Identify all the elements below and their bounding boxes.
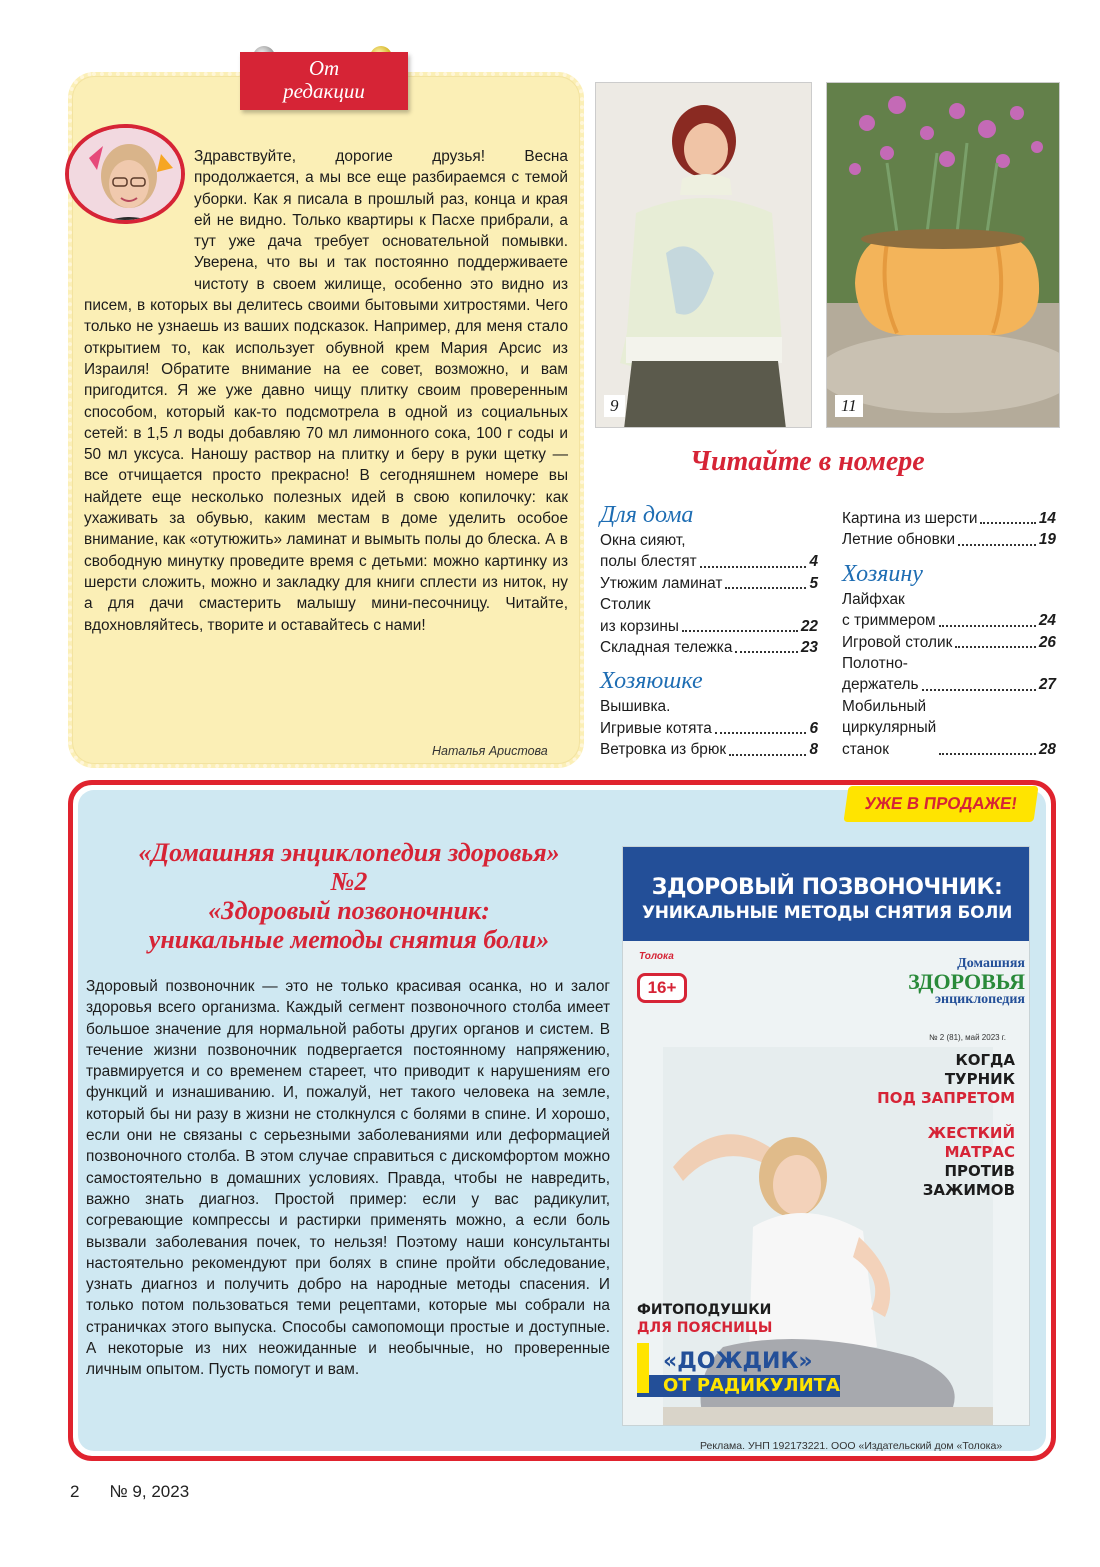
toc-leader [939,625,1036,627]
photo-woman-number: 9 [604,395,625,417]
toc-item-text: Мобильный циркулярный станок [842,697,937,758]
toc-item[interactable] [600,637,818,658]
cover-logo-line-3: энциклопедия [935,992,1025,1007]
toc-item-page: 8 [809,741,818,759]
cover-bottom-2: ДЛЯ ПОЯСНИЦЫ [637,1320,773,1336]
cover-logo-line-2: ЗДОРОВЬЯ [908,969,1025,994]
toc-item[interactable] [842,653,1056,696]
avatar-spacer [84,146,194,274]
toc-leader [725,587,806,589]
cover-head-1a: КОГДА [955,1051,1015,1069]
toc-item-page: 27 [1038,676,1056,694]
toc-left-column [600,500,818,761]
toc-leader [955,646,1036,648]
cover-head-2c: ПРОТИВ [944,1162,1015,1180]
toc-item[interactable] [842,589,1056,632]
photo-woman [595,82,812,428]
pumpkin-planter-image [827,83,1060,428]
cover-head-2d: ЗАЖИМОВ [922,1181,1015,1199]
toc-item[interactable] [842,696,1056,760]
cover-logo [855,957,1025,1013]
editorial-body: Здравствуйте, дорогие друзья! Весна продолжается, а мы все еще разбираемся с темой уборки. Как я писала в прошлый раз, конца и края ей не видно. Только квартиры к Пасхе прибрали, а тут уже дача требует основательной помывки. Уверена, что вы и так постоянно поддерживаете чистоту в своем жилище, особенно это видно из писем, в которых вы делитесь своими бытовыми хитростями. Чего только не узнаешь из ваших подсказок. Например, для меня стало открытием то, как использует обувной крем Мария Арсис из Израиля! Обратите внимание на ее совет, возможно, и вам пригодится. Я же уже давно чищу плитку своим проверенным способом, который как-то подсмотрела в одной из социальных сетей: в 1,5 л воды добавляю 70 мл лимонного сока, 100 г соды и 50 мл уксуса. Наношу раствор на плитку и беру в руки щетку — все отчищается просто прекрасно! В сегодняшнем номере вы найдете еще несколько полезных идей в свою копилочку: как ухаживать за обувью, каким местам в доме уделить особое внимание, как «отутюжить» ламинат и вымыть полы до блеска. А в свободную минутку проведите время с детьми: можно картинку из шерсти сложить, можно и закладку для книги сплести из ниток, ну а для дачи смастерить малышу мини-песочницу. Читайте, вдохновляйтесь, творите и оставайтесь с нами! [84,148,568,634]
cover-issue-number: № 2 (81), май 2023 г. [929,1033,1006,1042]
toc-item[interactable] [842,508,1056,529]
toc-leader [922,689,1036,691]
toc-item[interactable] [842,529,1056,550]
cover-publisher: Толока [639,951,674,962]
toc-item[interactable] [842,632,1056,653]
toc-item[interactable] [600,696,818,739]
toc-item-page: 26 [1038,633,1056,651]
age-rating-badge: 16+ [637,973,687,1003]
toc-leader [682,630,798,632]
toc-item-text: Летние обновки [842,531,956,549]
toc-item-page: 5 [809,574,818,592]
toc-item-page: 14 [1038,510,1056,527]
page-folio [70,1482,219,1502]
editorial-text [84,146,568,636]
toc-item-text: Картина из шерсти [842,510,978,527]
toc-item-page: 22 [800,617,818,635]
toc-gap [600,658,818,666]
toc-item-text: Складная тележка [600,639,733,657]
cover-headlines [877,1051,1015,1200]
toc-item[interactable] [600,573,818,594]
advert-title-line-3: «Здоровый позвоночник: [208,896,490,925]
toc-leader [939,753,1036,755]
toc-item-text: Окна сияют, полы блестят [600,532,697,571]
advert-title-line-2: №2 [330,867,368,896]
cover-head-2b: МАТРАС [944,1143,1015,1161]
toc-leader [715,732,807,734]
woman-photo-image [596,83,812,428]
advert-disclaimer: Реклама. УНП 192173221. ООО «Издательский дом «Толока» [700,1440,1003,1452]
toc-item-text: Лайфхак с триммером [842,590,936,630]
cover-bottom-headlines [637,1301,840,1397]
toc-section-for-hostess: Хозяюшке [600,668,703,695]
cover-yellow-bar [637,1343,649,1393]
toc-item-page: 23 [800,639,818,657]
toc-item-page: 28 [1038,740,1056,758]
toc-gap [842,551,1056,559]
toc-item[interactable] [600,594,818,637]
toc-item-text: Игровой столик [842,633,953,651]
cover-logo-line-1: Домашняя [957,956,1025,971]
advert-title-line-1: «Домашняя энциклопедия здоровья» [138,838,560,867]
toc-item[interactable] [600,739,818,760]
toc-item-page: 24 [1038,612,1056,630]
toc-item-text: Утюжим ламинат [600,574,723,592]
toc-item-page: 4 [809,553,818,571]
toc-item-text: Столик из корзины [600,596,679,635]
photo-pumpkin-planter [826,82,1060,428]
toc-item[interactable] [600,530,818,573]
cover-head-1c: ПОД ЗАПРЕТОМ [877,1089,1015,1107]
cover-head-2a: ЖЕСТКИЙ [927,1124,1015,1142]
magazine-cover[interactable] [622,846,1030,1426]
toc-right-column [842,508,1056,760]
issue-number: № 9, 2023 [109,1482,190,1501]
page-number: 2 [70,1482,80,1501]
toc-item-text: Ветровка из брюк [600,741,727,759]
advert-title [84,838,614,954]
editorial-signature: Наталья Аристова [432,744,548,758]
editorial-ribbon [240,52,408,110]
on-sale-badge: УЖЕ В ПРОДАЖЕ! [843,786,1038,822]
advert-text: Здоровый позвоночник — это не только красивая осанка, но и залог здоровья всего организма. Каждый сегмент позвоночного столба имеет большое значение для нормальной работы других органов и систем. В течение жизни позвоночник подвергается постоянному напряжению, травмируется и со временем стареет, что приводит к нарушениям его функций и изнашиванию. И, пожалуй, нет такого человека на земле, который бы ни разу в жизни не столкнулся с болями в спине. И хорошо, если они не связаны с серьезными заболеваниями или деформацией позвоночного столба. В этом случае справиться с дискомфортом можно самостоятельно в домашних условиях. Правда, чтобы не навредить, важно знать диагноз. Простой пример: если у вас радикулит, согревающие компрессы и растирки применять можно, а если боль вызвали заболевания почек, то нельзя! Поэтому наши консультанты настоятельно рекомендуют при болях в спине пройти обследование, узнать диагноз и получить добро на народные методы спасения. И только потом пользоваться теми рецептами, которые мы собрали на страничках этого выпуска. Способы самопомощи простые и доступные. А некоторые из них неожиданные и необычные, но проверенные личным опытом. Пусть помогут и вам. [86,978,610,1379]
toc-leader [729,754,806,756]
toc-leader [980,522,1035,524]
cover-bottom-1: ФИТОПОДУШКИ [637,1302,772,1318]
toc-item-text: Полотно- держатель [842,655,919,694]
cover-bottom-3: «ДОЖДИК» [663,1349,813,1374]
toc-section-for-host: Хозяину [842,560,923,587]
cover-headline-band [623,847,1030,941]
toc-item-text: Вышивка. Игривые котята [600,698,712,737]
photo-pot-number: 11 [835,395,863,417]
cover-head-1b: ТУРНИК [944,1070,1015,1088]
ribbon-line-1: От [308,56,340,80]
toc-leader [700,566,807,568]
cover-bottom-4: ОТ РАДИКУЛИТА [637,1375,840,1397]
advert-title-line-4: уникальные методы снятия боли» [148,925,550,954]
cover-head-gap [877,1108,1015,1124]
cover-headline-2: УНИКАЛЬНЫЕ МЕТОДЫ СНЯТИЯ БОЛИ [642,903,1012,923]
toc-section-for-home: Для дома [600,502,694,528]
toc-leader [958,544,1036,546]
ribbon-line-2: редакции [283,79,365,103]
toc-item-page: 19 [1038,531,1056,549]
cover-headline-1: ЗДОРОВЫЙ ПОЗВОНОЧНИК: [651,875,1003,900]
toc-item-page: 6 [809,719,818,737]
toc-leader [735,651,797,653]
toc-title: Читайте в номере [690,446,925,477]
